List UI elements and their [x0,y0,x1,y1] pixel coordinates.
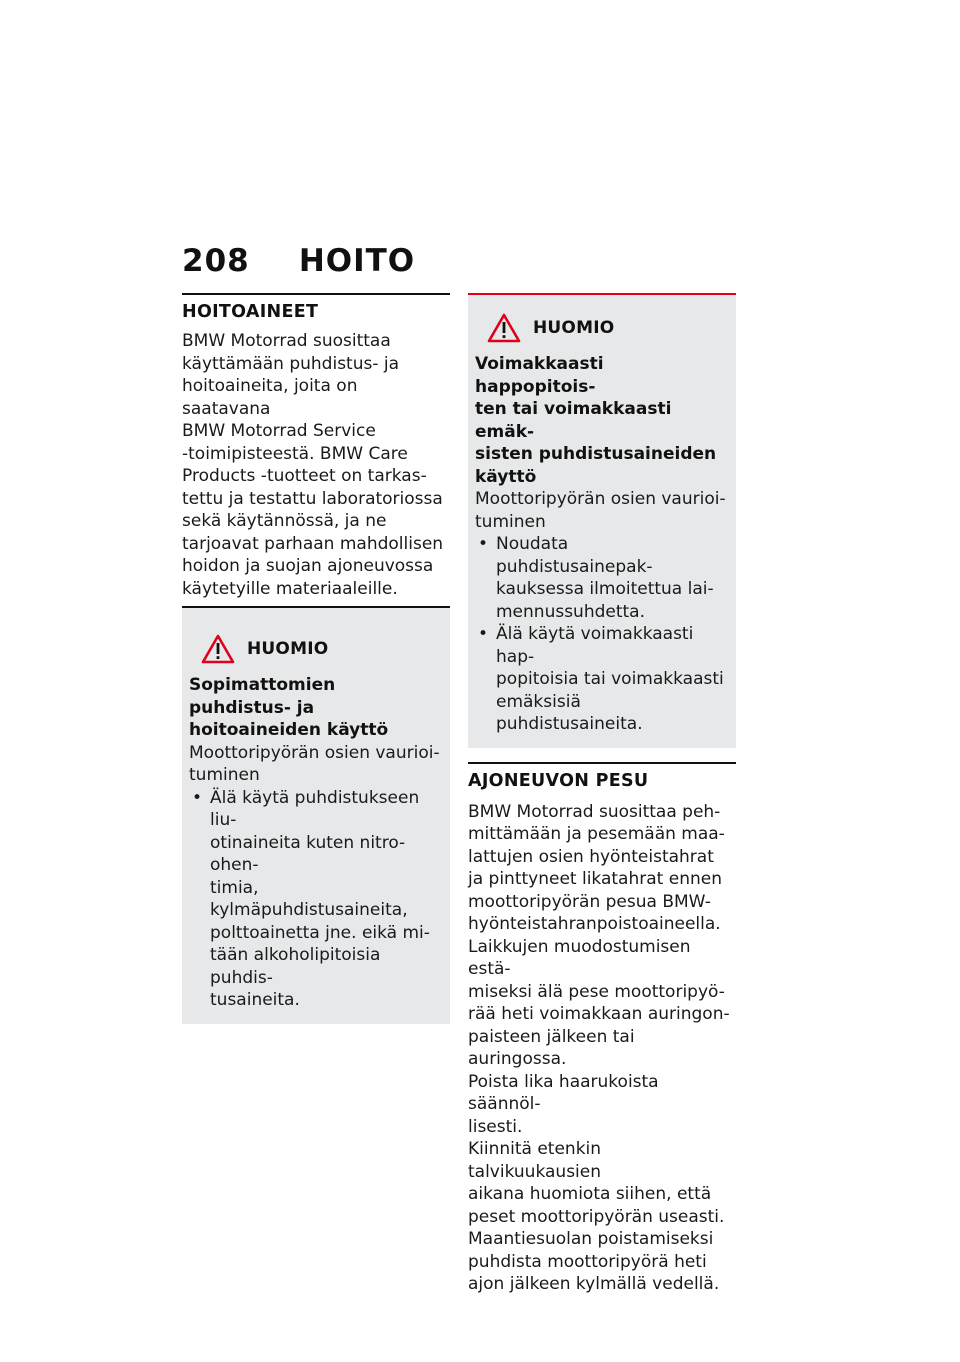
wash-line: Maantiesuolan poistamiseksi [468,1229,714,1249]
wash-line: hyönteistahranpoistoaineella. [468,914,721,934]
intro-line: -toimipisteestä. BMW Care [182,443,408,464]
wash-line: Kiinnitä etenkin talvikuukausien [468,1139,602,1182]
bullet-line: tään alkoholipitoisia puhdis- [210,945,381,988]
intro-line: tettu ja testattu laboratoriossa [182,488,443,509]
intro-line: sekä käytännössä, ja ne [182,511,387,531]
page-header [182,243,415,279]
bullet-line: otinaineita kuten nitro-ohen- [210,832,406,875]
notice-title-line: Voimakkaasti happopitois- [475,354,604,397]
bullet-line: polttoainetta jne. eikä mi- [210,922,430,943]
left-column [182,293,450,1024]
notice-title-line: ten tai voimakkaasti emäk- [475,399,672,442]
intro-text-block [182,330,450,608]
right-column [468,293,736,1296]
intro-line: BMW Motorrad Service [182,421,376,441]
notice-title-line: Sopimattomien puhdistus- ja [189,675,336,718]
notice-title-line: hoitoaineiden käyttö [189,720,389,740]
bullet-line: popitoisia tai voimakkaasti [496,669,724,689]
wash-line: ja pinttyneet likatahrat ennen [468,869,722,889]
notice-consequence-line: tuminen [189,765,260,785]
notice-box-left [182,608,450,1024]
wash-line: paisteen jälkeen tai auringossa. [468,1026,635,1069]
bullet-item [189,787,443,1012]
wash-line: Laikkujen muodostumisen estä- [468,936,691,979]
wash-line: moottoripyörän pesua BMW- [468,891,711,912]
notice-header [475,313,729,343]
bullet-item [475,533,729,623]
section-title-hoitoaineet: HOITOAINEET [182,293,450,324]
wash-line: aikana huomiota siihen, että [468,1184,712,1204]
wash-line: Poista lika haarukoista säännöl- [468,1071,659,1114]
page-number: 208 [182,243,250,279]
warning-triangle-icon [201,634,235,664]
bullet-line: emäksisiä puhdistusaineita. [496,691,643,734]
bullet-line: kauksessa ilmoitettua lai- [496,579,714,599]
intro-line: käyttämään puhdistus- ja [182,353,400,374]
intro-line: BMW Motorrad suosittaa [182,331,391,351]
bullet-line: mennussuhdetta. [496,601,646,622]
notice-bullet-list [189,787,443,1012]
wash-line: puhdista moottoripyörä heti [468,1251,707,1272]
notice-label: HUOMIO [533,318,615,338]
wash-line: lisesti. [468,1116,523,1137]
notice-consequence-line: Moottoripyörän osien vaurioi- [475,489,726,509]
bullet-line: tusaineita. [210,990,300,1010]
bullet-line: • Älä käytä voimakkaasti hap- [496,624,694,667]
intro-line: hoitoaineita, joita on saatavana [182,376,358,419]
notice-bullet-list [475,533,729,736]
notice-label: HUOMIO [247,639,329,659]
bullet-line: timia, kylmäpuhdistusaineita, [210,877,408,920]
wash-line: miseksi älä pese moottoripyö- [468,981,725,1002]
wash-line: mittämään ja pesemään maa- [468,824,725,844]
notice-title-line: sisten puhdistusaineiden [475,444,717,464]
bullet-item [475,623,729,736]
wash-line: lattujen osien hyönteistahrat [468,846,714,867]
notice-box-right [468,293,736,748]
wash-line: peset moottoripyörän useasti. [468,1206,725,1227]
wash-text-block [468,799,736,1296]
notice-title-line: käyttö [475,466,537,487]
section-title-ajoneuvon-pesu: AJONEUVON PESU [468,762,736,793]
wash-line: BMW Motorrad suosittaa peh- [468,801,721,822]
notice-header [189,634,443,664]
notice-consequence-line: tuminen [475,511,546,532]
notice-consequence-line: Moottoripyörän osien vaurioi- [189,742,440,763]
wash-line: ajon jälkeen kylmällä vedellä. [468,1274,720,1294]
wash-line: rää heti voimakkaan auringon- [468,1004,730,1024]
warning-triangle-icon [487,313,521,343]
intro-line: Products -tuotteet on tarkas- [182,466,427,486]
intro-line: hoidon ja suojan ajoneuvossa [182,556,434,576]
bullet-line: • Älä käytä puhdistukseen liu- [210,787,420,830]
intro-line: tarjoavat parhaan mahdollisen [182,533,444,554]
intro-line: käytetyille materiaaleille. [182,578,398,599]
bullet-line: • Noudata puhdistusainepak- [496,534,653,577]
chapter-title: HOITO [298,243,416,279]
